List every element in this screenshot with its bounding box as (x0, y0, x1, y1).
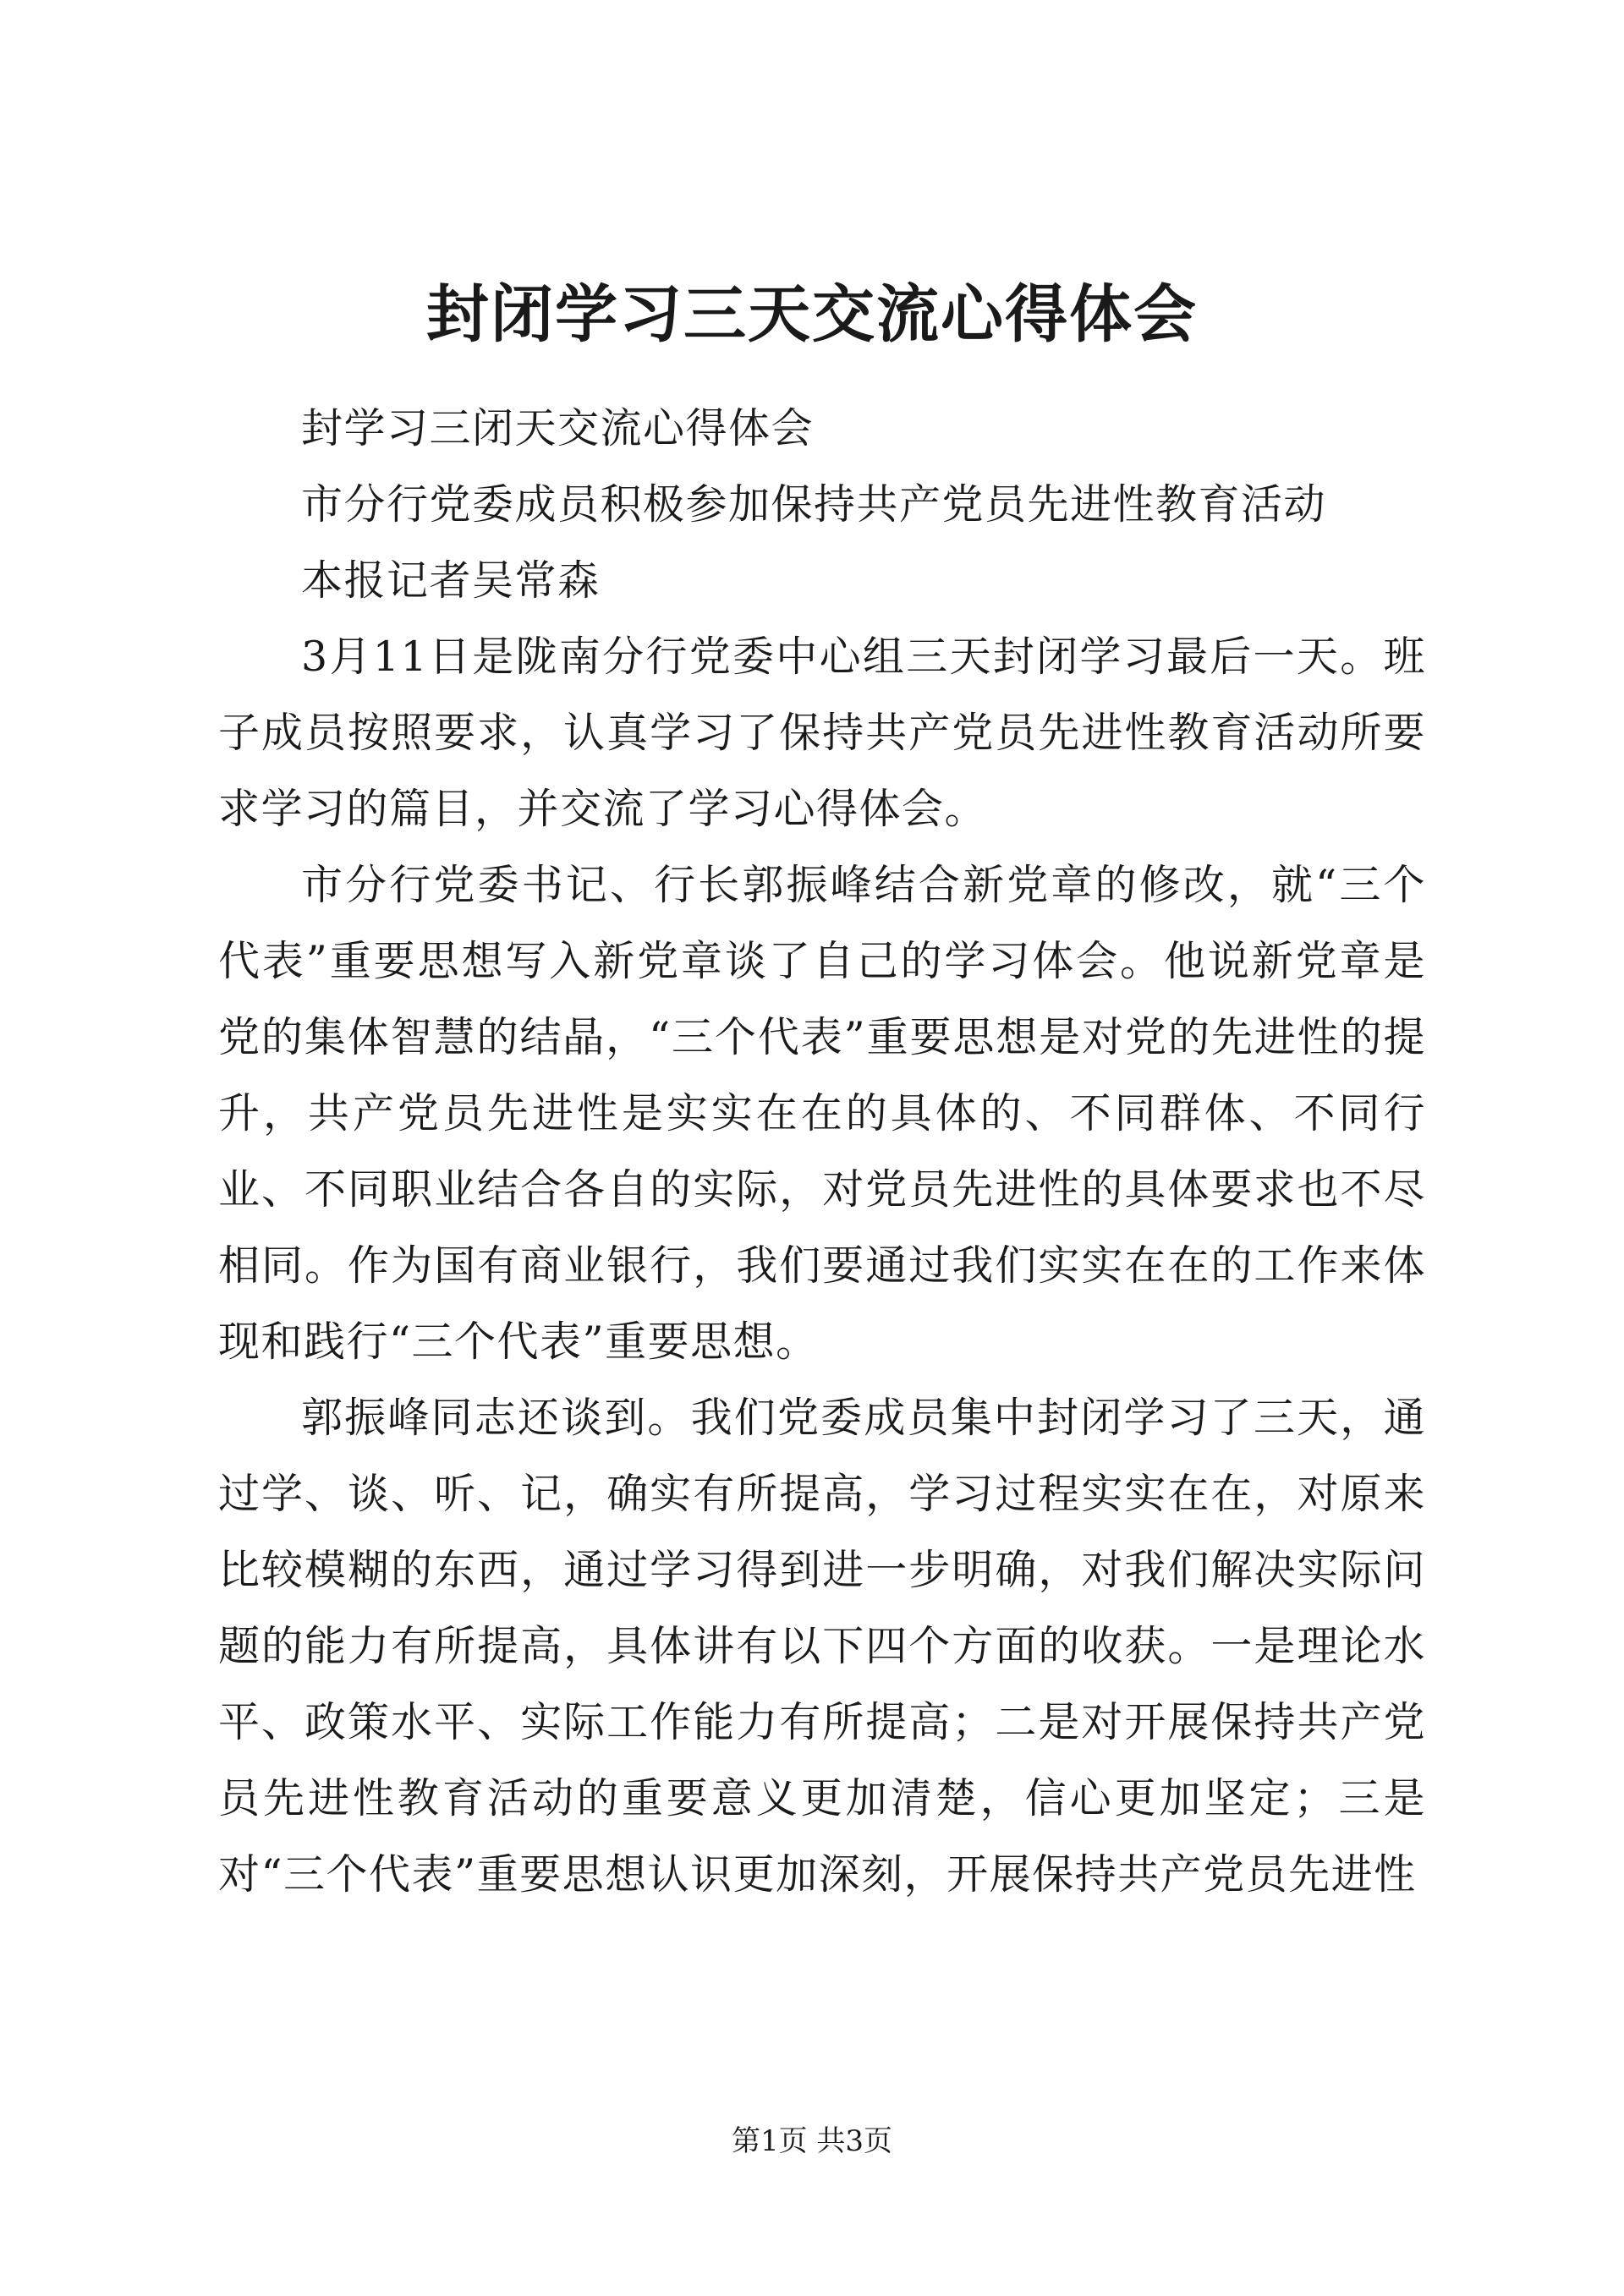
page-footer: 第1页 共3页 (731, 2124, 893, 2158)
paragraph-headline: 市分行党委成员积极参加保持共产党员先进性教育活动 (301, 480, 1327, 529)
paragraph-body: 郭振峰同志还谈到。我们党委成员集中封闭学习了三天，通过学、谈、听、记，确实有所提高，学习过程实实在在，对原来比较模糊的东西，通过学习得到进一步明确，对我们解决实际问题的能力有所提高，具体讲有以下四个方面的收获。一是理论水平、政策水平、实际工作能力有所提高；二是对开展保持共产党员先进性教育活动的重要意义更加清楚，信心更加坚定；三是对“三个代表”重要思想认识更加深刻，开展保持共产党员先进性 (218, 1394, 1426, 1899)
paragraph-byline: 本报记者吴常森 (301, 556, 601, 605)
paragraph-subtitle: 封学习三闭天交流心得体会 (301, 404, 815, 452)
document-title: 封闭学习三天交流心得体会 (426, 278, 1198, 351)
document-body (218, 391, 1426, 1913)
paragraph-body: 3月11日是陇南分行党委中心组三天封闭学习最后一天。班子成员按照要求，认真学习了保持共产党员先进性教育活动所要求学习的篇目，并交流了学习心得体会。 (218, 633, 1426, 833)
paragraph-body: 市分行党委书记、行长郭振峰结合新党章的修改，就“三个代表”重要思想写入新党章谈了自己的学习体会。他说新党章是党的集体智慧的结晶，“三个代表”重要思想是对党的先进性的提升，共产党员先进性是实实在在的具体的、不同群体、不同行业、不同职业结合各自的实际，对党员先进性的具体要求也不尽相同。作为国有商业银行，我们要通过我们实实在在的工作来体现和践行“三个代表”重要思想。 (218, 861, 1426, 1366)
